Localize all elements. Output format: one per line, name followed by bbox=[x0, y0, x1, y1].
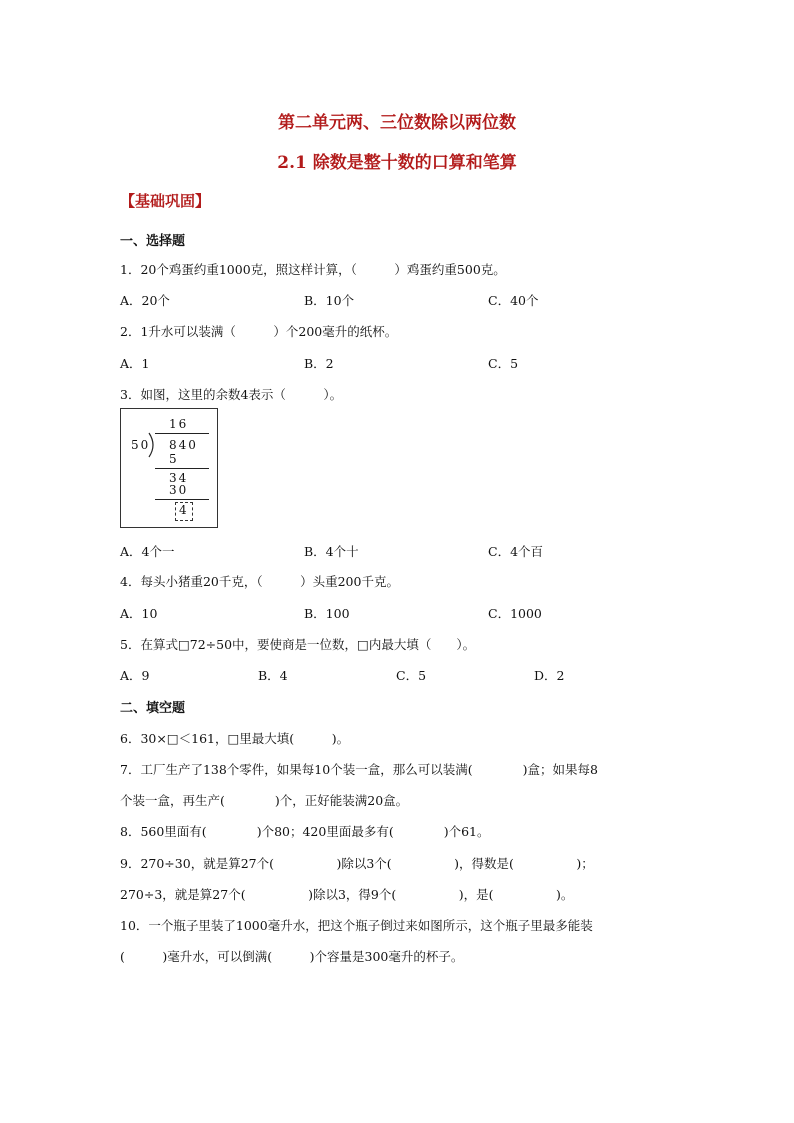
division-bar bbox=[155, 433, 209, 434]
q5-option-b: B．4 bbox=[258, 668, 288, 683]
page-subtitle: 2.1 除数是整十数的口算和笔算 bbox=[277, 153, 517, 173]
long-division-figure bbox=[120, 408, 218, 528]
question-10-line-1: 10．一个瓶子里装了1000毫升水，把这个瓶子倒过来如图所示，这个瓶子里最多能装 bbox=[120, 918, 593, 933]
division-line-2 bbox=[155, 499, 209, 500]
question-4: 4．每头小猪重20千克，（ ）头重200千克。 bbox=[120, 574, 399, 589]
section-consolidate: 【基础巩固】 bbox=[120, 192, 211, 210]
division-line-1 bbox=[155, 468, 209, 469]
question-2: 2．1升水可以装满（ ）个200毫升的纸杯。 bbox=[120, 324, 398, 339]
q2-option-b: B．2 bbox=[304, 356, 334, 371]
question-3: 3．如图，这里的余数4表示（ ）。 bbox=[120, 387, 343, 402]
q1-option-b: B．10个 bbox=[304, 293, 355, 308]
question-6: 6．30×□＜161，□里最大填( )。 bbox=[120, 731, 350, 746]
division-step-2: 34 bbox=[169, 471, 189, 485]
question-8: 8．560里面有( )个80；420里面最多有( )个61。 bbox=[120, 824, 490, 839]
q5-option-d: D．2 bbox=[534, 668, 565, 683]
q4-option-b: B．100 bbox=[304, 606, 350, 621]
division-quotient: 16 bbox=[169, 417, 189, 431]
q3-option-c: C．4个百 bbox=[488, 544, 544, 559]
page-title: 第二单元两、三位数除以两位数 bbox=[278, 113, 516, 133]
division-remainder: 4 bbox=[179, 503, 189, 517]
question-9-line-2: 270÷3，就是算27个( )除以3，得9个( )，是( )。 bbox=[120, 887, 574, 902]
question-5: 5．在算式□72÷50中，要使商是一位数，□内最大填（ ）。 bbox=[120, 637, 476, 652]
question-10-line-2: ( )毫升水，可以倒满( )个容量是300毫升的杯子。 bbox=[120, 949, 464, 964]
q5-option-a: A．9 bbox=[120, 668, 150, 683]
division-step-1: 5 bbox=[169, 452, 179, 466]
question-9-line-1: 9．270÷30，就是算27个( )除以3个( )，得数是( )； bbox=[120, 856, 594, 871]
division-step-3: 30 bbox=[169, 483, 189, 497]
q3-option-a: A．4个一 bbox=[120, 544, 175, 559]
q1-option-a: A．20个 bbox=[120, 293, 170, 308]
q4-option-c: C．1000 bbox=[488, 606, 542, 621]
q5-option-c: C．5 bbox=[396, 668, 427, 683]
question-1: 1．20个鸡蛋约重1000克，照这样计算，（ ）鸡蛋约重500克。 bbox=[120, 262, 506, 277]
division-dividend: 840 bbox=[169, 438, 198, 452]
question-7-line-2: 个装一盒，再生产( )个，正好能装满20盒。 bbox=[120, 793, 409, 808]
q2-option-a: A．1 bbox=[120, 356, 150, 371]
q3-option-b: B．4个十 bbox=[304, 544, 359, 559]
question-7-line-1: 7．工厂生产了138个零件，如果每10个装一盒，那么可以装满( )盒；如果每8 bbox=[120, 762, 598, 777]
q2-option-c: C．5 bbox=[488, 356, 519, 371]
section-choice: 一、选择题 bbox=[120, 234, 186, 249]
section-fill: 二、填空题 bbox=[120, 701, 186, 716]
q1-option-c: C．40个 bbox=[488, 293, 539, 308]
q4-option-a: A．10 bbox=[120, 606, 158, 621]
division-divisor: 50 bbox=[131, 438, 151, 452]
division-bracket bbox=[147, 431, 159, 459]
